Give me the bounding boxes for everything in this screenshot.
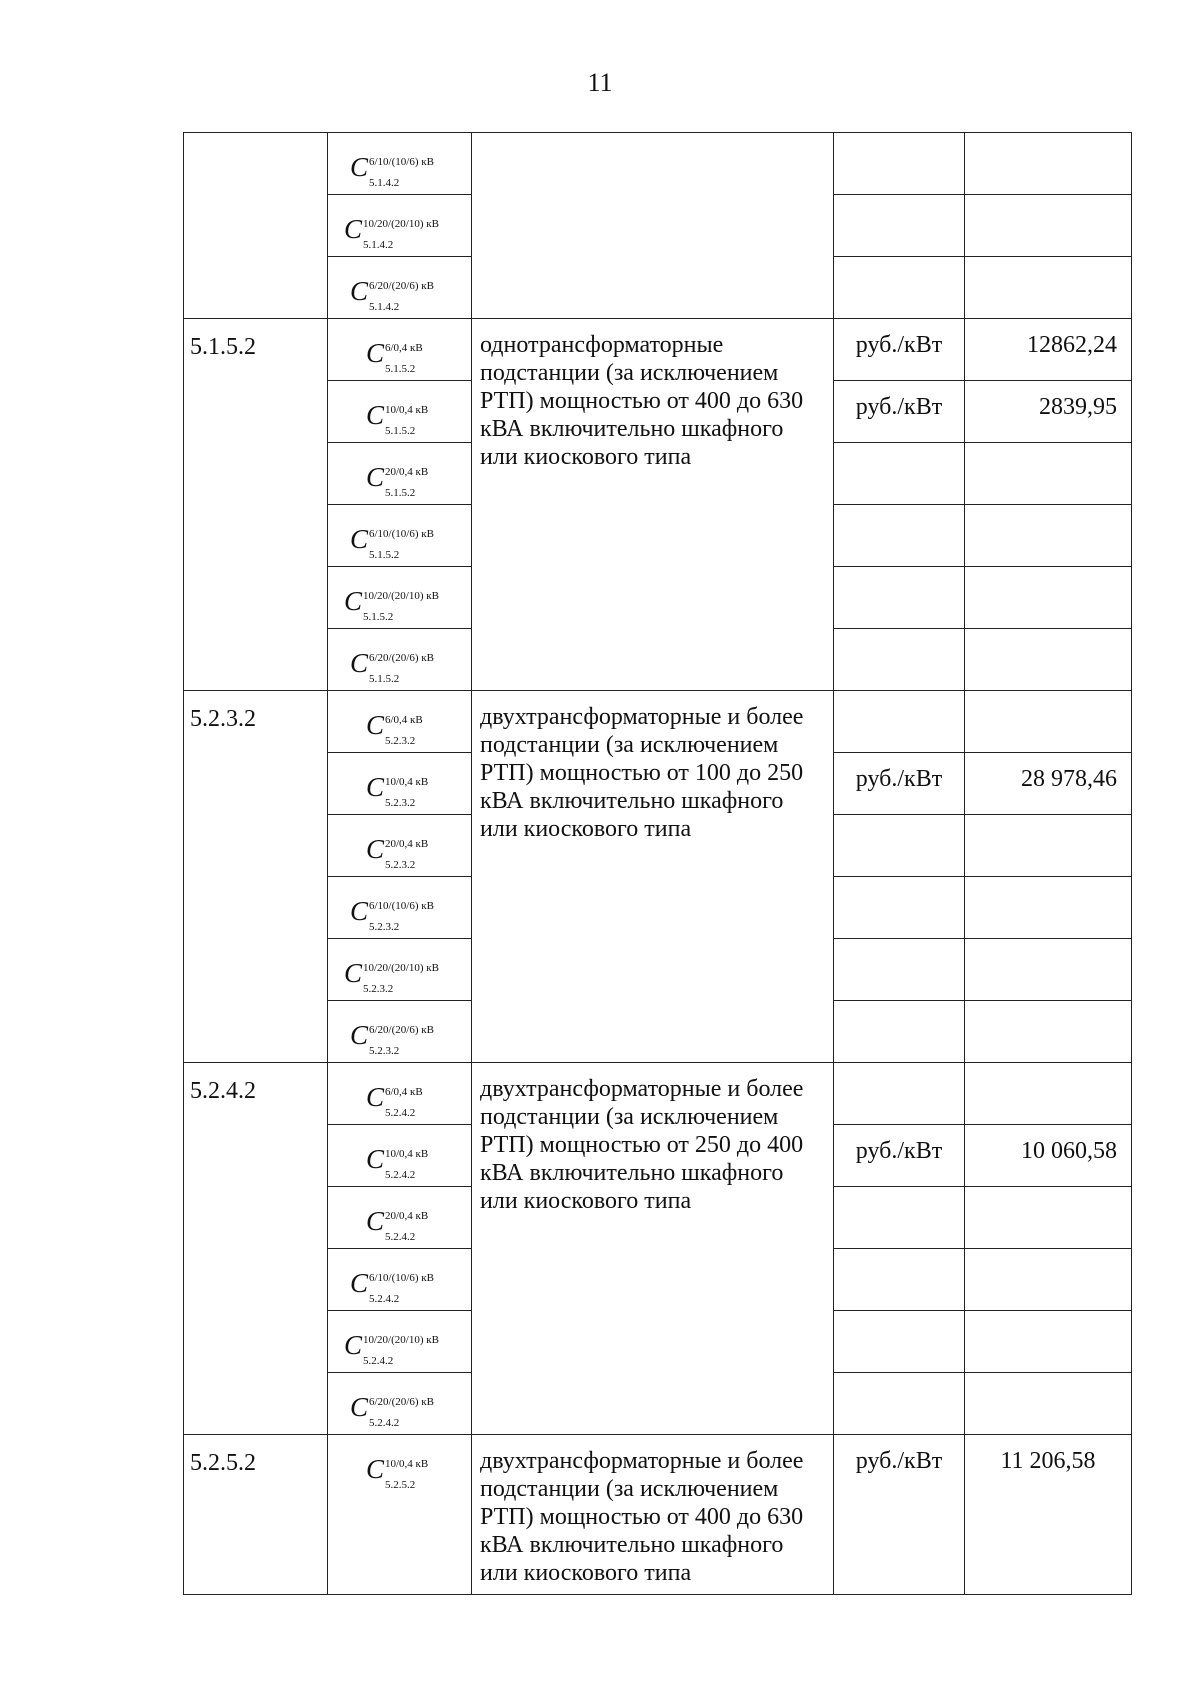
- symbol-voltage-superscript: 10/20/(20/10) кВ: [363, 590, 439, 602]
- table-row: [184, 133, 1132, 195]
- tariff-symbol-cell: [328, 133, 472, 195]
- symbol-letter: C: [366, 462, 385, 492]
- tariff-table: [183, 132, 1132, 1595]
- tariff-value: [965, 1373, 1131, 1385]
- tariff-symbol-cell: [328, 195, 472, 257]
- tariff-symbol-cell: [328, 1373, 472, 1435]
- tariff-symbol-cell: [328, 381, 472, 443]
- symbol-voltage-superscript: 6/10/(10/6) кВ: [369, 900, 434, 912]
- value-cell: [965, 1125, 1132, 1187]
- symbol-voltage-superscript: 10/20/(20/10) кВ: [363, 962, 439, 974]
- symbol-voltage-superscript: 6/0,4 кВ: [385, 1086, 423, 1098]
- value-cell: [965, 691, 1132, 753]
- tariff-value: [965, 877, 1131, 889]
- symbol-code-subscript: 5.2.3.2: [363, 983, 394, 995]
- unit-label: [834, 133, 964, 145]
- tariff-symbol-cell: [328, 815, 472, 877]
- tariff-value: 11 206,58: [1000, 1448, 1096, 1474]
- unit-cell: [834, 691, 965, 753]
- symbol-code-subscript: 5.1.5.2: [363, 611, 394, 623]
- symbol-voltage-superscript: 20/0,4 кВ: [385, 838, 429, 850]
- tariff-symbol-cell: [328, 1249, 472, 1311]
- unit-label: [834, 443, 964, 455]
- item-code-cell: [184, 133, 328, 319]
- tariff-symbol-cell: [328, 257, 472, 319]
- unit-cell: [834, 877, 965, 939]
- symbol-letter: C: [366, 834, 385, 864]
- tariff-symbol-cell: [328, 1001, 472, 1063]
- tariff-symbol: [350, 643, 468, 683]
- table-row: [184, 1063, 1132, 1125]
- symbol-voltage-superscript: 6/0,4 кВ: [385, 342, 423, 354]
- symbol-letter: C: [366, 1454, 385, 1484]
- table-row: [184, 691, 1132, 753]
- symbol-voltage-superscript: 10/0,4 кВ: [385, 1458, 429, 1470]
- unit-cell: [834, 443, 965, 505]
- symbol-letter: C: [350, 1020, 369, 1050]
- table-row: [184, 1435, 1132, 1595]
- description-cell: [472, 691, 834, 1063]
- value-cell: [965, 1435, 1132, 1595]
- symbol-code-subscript: 5.1.4.2: [369, 301, 400, 313]
- value-cell: [965, 1311, 1132, 1373]
- unit-cell: [834, 1249, 965, 1311]
- tariff-symbol: [350, 271, 468, 311]
- symbol-code-subscript: 5.2.3.2: [385, 859, 416, 871]
- tariff-value: [965, 567, 1131, 579]
- unit-cell: [834, 629, 965, 691]
- tariff-symbol: [350, 519, 468, 559]
- symbol-code-subscript: 5.2.5.2: [385, 1479, 416, 1491]
- value-cell: [965, 319, 1132, 381]
- unit-label: [834, 629, 964, 641]
- value-cell: [965, 629, 1132, 691]
- value-cell: [965, 1249, 1132, 1311]
- symbol-letter: C: [366, 400, 385, 430]
- unit-cell: [834, 505, 965, 567]
- symbol-letter: C: [366, 338, 385, 368]
- tariff-value: 10 060,58: [1021, 1138, 1117, 1164]
- symbol-code-subscript: 5.1.4.2: [369, 177, 400, 189]
- value-cell: [965, 505, 1132, 567]
- item-code: 5.1.5.2: [190, 334, 256, 360]
- tariff-symbol-cell: [328, 443, 472, 505]
- item-code: [184, 133, 327, 147]
- unit-label: руб./кВт: [855, 332, 943, 358]
- symbol-code-subscript: 5.1.4.2: [363, 239, 394, 251]
- item-description: двухтрансформаторные и более подстанции (за исключением РТП) мощностью от 400 до 630 кВА включительно шкафного или киоскового типа: [480, 1448, 804, 1586]
- item-code-cell: [184, 691, 328, 1063]
- symbol-voltage-superscript: 6/20/(20/6) кВ: [369, 1024, 434, 1036]
- value-cell: [965, 133, 1132, 195]
- tariff-value: [965, 1063, 1131, 1075]
- symbol-letter: C: [344, 958, 363, 988]
- symbol-code-subscript: 5.2.3.2: [385, 797, 416, 809]
- tariff-symbol-cell: [328, 567, 472, 629]
- unit-label: [834, 1373, 964, 1385]
- symbol-letter: C: [350, 896, 369, 926]
- symbol-code-subscript: 5.2.4.2: [385, 1107, 416, 1119]
- page-number: 11: [587, 68, 613, 97]
- tariff-symbol: [366, 333, 484, 373]
- unit-cell: [834, 753, 965, 815]
- symbol-letter: C: [366, 772, 385, 802]
- tariff-value: [965, 257, 1131, 269]
- tariff-value: [965, 1249, 1131, 1261]
- unit-label: [834, 1249, 964, 1261]
- description-cell: [472, 1435, 834, 1595]
- tariff-symbol: [366, 457, 484, 497]
- symbol-voltage-superscript: 6/10/(10/6) кВ: [369, 156, 434, 168]
- symbol-voltage-superscript: 20/0,4 кВ: [385, 466, 429, 478]
- symbol-letter: C: [350, 1392, 369, 1422]
- tariff-symbol: [366, 767, 484, 807]
- symbol-code-subscript: 5.2.4.2: [363, 1355, 394, 1367]
- symbol-letter: C: [350, 648, 369, 678]
- tariff-symbol: [344, 953, 462, 993]
- item-code-cell: [184, 319, 328, 691]
- unit-cell: [834, 1001, 965, 1063]
- unit-label: [834, 257, 964, 269]
- unit-cell: [834, 381, 965, 443]
- symbol-letter: C: [366, 1144, 385, 1174]
- unit-cell: [834, 1311, 965, 1373]
- unit-label: [834, 877, 964, 889]
- unit-cell: [834, 133, 965, 195]
- symbol-code-subscript: 5.2.4.2: [369, 1293, 400, 1305]
- symbol-code-subscript: 5.1.5.2: [369, 549, 400, 561]
- tariff-symbol: [350, 891, 468, 931]
- tariff-value: [965, 133, 1131, 145]
- tariff-symbol: [366, 1449, 484, 1489]
- tariff-symbol: [350, 1015, 468, 1055]
- unit-label: [834, 1063, 964, 1075]
- tariff-value: [965, 939, 1131, 951]
- tariff-value: [965, 1311, 1131, 1323]
- symbol-voltage-superscript: 6/20/(20/6) кВ: [369, 280, 434, 292]
- symbol-code-subscript: 5.2.3.2: [369, 921, 400, 933]
- symbol-letter: C: [350, 524, 369, 554]
- item-code: 5.2.3.2: [190, 706, 256, 732]
- item-code-cell: [184, 1063, 328, 1435]
- tariff-symbol-cell: [328, 319, 472, 381]
- tariff-value: [965, 691, 1131, 703]
- table-row: [184, 319, 1132, 381]
- unit-cell: [834, 257, 965, 319]
- symbol-voltage-superscript: 6/20/(20/6) кВ: [369, 652, 434, 664]
- tariff-value: 2839,95: [1039, 394, 1117, 420]
- value-cell: [965, 381, 1132, 443]
- tariff-symbol-cell: [328, 753, 472, 815]
- symbol-voltage-superscript: 10/20/(20/10) кВ: [363, 1334, 439, 1346]
- tariff-symbol-cell: [328, 939, 472, 1001]
- item-description: двухтрансформаторные и более подстанции (за исключением РТП) мощностью от 250 до 400 кВА включительно шкафного или киоскового типа: [480, 1076, 804, 1214]
- unit-label: [834, 939, 964, 951]
- value-cell: [965, 567, 1132, 629]
- unit-cell: [834, 1435, 965, 1595]
- symbol-voltage-superscript: 10/0,4 кВ: [385, 776, 429, 788]
- unit-label: [834, 505, 964, 517]
- symbol-voltage-superscript: 20/0,4 кВ: [385, 1210, 429, 1222]
- symbol-letter: C: [366, 710, 385, 740]
- description-cell: [472, 1063, 834, 1435]
- unit-label: руб./кВт: [855, 766, 943, 792]
- tariff-value: [965, 629, 1131, 641]
- tariff-symbol-cell: [328, 1435, 472, 1595]
- tariff-symbol-cell: [328, 505, 472, 567]
- tariff-value: [965, 815, 1131, 827]
- unit-cell: [834, 1125, 965, 1187]
- tariff-value: [965, 1187, 1131, 1199]
- item-code-cell: [184, 1435, 328, 1595]
- symbol-letter: C: [344, 1330, 363, 1360]
- tariff-value: 12862,24: [1027, 332, 1117, 358]
- symbol-code-subscript: 5.2.4.2: [385, 1169, 416, 1181]
- value-cell: [965, 257, 1132, 319]
- unit-label: руб./кВт: [855, 1138, 943, 1164]
- tariff-symbol: [350, 147, 468, 187]
- unit-cell: [834, 195, 965, 257]
- value-cell: [965, 753, 1132, 815]
- unit-label: руб./кВт: [855, 1448, 943, 1474]
- value-cell: [965, 1063, 1132, 1125]
- unit-label: [834, 567, 964, 579]
- value-cell: [965, 443, 1132, 505]
- tariff-symbol-cell: [328, 1125, 472, 1187]
- symbol-letter: C: [350, 1268, 369, 1298]
- symbol-voltage-superscript: 6/10/(10/6) кВ: [369, 1272, 434, 1284]
- item-description: двухтрансформаторные и более подстанции (за исключением РТП) мощностью от 100 до 250 кВА включительно шкафного или киоскового типа: [480, 704, 804, 842]
- symbol-letter: C: [366, 1082, 385, 1112]
- tariff-symbol: [350, 1263, 468, 1303]
- tariff-symbol: [366, 395, 484, 435]
- symbol-letter: C: [366, 1206, 385, 1236]
- value-cell: [965, 877, 1132, 939]
- symbol-code-subscript: 5.1.5.2: [385, 363, 416, 375]
- tariff-symbol: [350, 1387, 468, 1427]
- tariff-symbol: [366, 1139, 484, 1179]
- unit-label: [834, 691, 964, 703]
- tariff-symbol: [344, 1325, 462, 1365]
- symbol-letter: C: [344, 214, 363, 244]
- description-cell: [472, 319, 834, 691]
- tariff-symbol: [344, 581, 462, 621]
- symbol-code-subscript: 5.2.3.2: [369, 1045, 400, 1057]
- unit-label: [834, 195, 964, 207]
- tariff-value: [965, 1001, 1131, 1013]
- unit-label: [834, 815, 964, 827]
- tariff-value: [965, 443, 1131, 455]
- tariff-symbol-cell: [328, 1063, 472, 1125]
- value-cell: [965, 939, 1132, 1001]
- tariff-value: [965, 505, 1131, 517]
- symbol-code-subscript: 5.1.5.2: [385, 425, 416, 437]
- symbol-voltage-superscript: 10/0,4 кВ: [385, 1148, 429, 1160]
- symbol-letter: C: [344, 586, 363, 616]
- symbol-voltage-superscript: 10/0,4 кВ: [385, 404, 429, 416]
- tariff-symbol-cell: [328, 877, 472, 939]
- symbol-code-subscript: 5.2.4.2: [369, 1417, 400, 1429]
- symbol-voltage-superscript: 10/20/(20/10) кВ: [363, 218, 439, 230]
- item-code: 5.2.4.2: [190, 1078, 256, 1104]
- unit-label: [834, 1187, 964, 1199]
- symbol-code-subscript: 5.2.4.2: [385, 1231, 416, 1243]
- description-cell: [472, 133, 834, 319]
- symbol-voltage-superscript: 6/20/(20/6) кВ: [369, 1396, 434, 1408]
- symbol-letter: C: [350, 152, 369, 182]
- symbol-code-subscript: 5.2.3.2: [385, 735, 416, 747]
- item-description: [472, 133, 833, 145]
- unit-cell: [834, 567, 965, 629]
- symbol-voltage-superscript: 6/10/(10/6) кВ: [369, 528, 434, 540]
- tariff-symbol: [366, 705, 484, 745]
- tariff-symbol-cell: [328, 1311, 472, 1373]
- unit-label: руб./кВт: [855, 394, 943, 420]
- item-code: 5.2.5.2: [190, 1450, 256, 1476]
- tariff-symbol: [366, 1201, 484, 1241]
- value-cell: [965, 1001, 1132, 1063]
- unit-label: [834, 1001, 964, 1013]
- tariff-symbol-cell: [328, 629, 472, 691]
- unit-cell: [834, 1063, 965, 1125]
- tariff-symbol: [366, 1077, 484, 1117]
- tariff-symbol: [366, 829, 484, 869]
- unit-cell: [834, 1187, 965, 1249]
- symbol-code-subscript: 5.1.5.2: [385, 487, 416, 499]
- tariff-symbol-cell: [328, 1187, 472, 1249]
- unit-cell: [834, 319, 965, 381]
- item-description: однотрансформаторные подстанции (за исключением РТП) мощностью от 400 до 630 кВА включительно шкафного или киоскового типа: [480, 332, 804, 470]
- unit-cell: [834, 1373, 965, 1435]
- symbol-voltage-superscript: 6/0,4 кВ: [385, 714, 423, 726]
- unit-label: [834, 1311, 964, 1323]
- tariff-value: 28 978,46: [1021, 766, 1117, 792]
- tariff-table-body: [184, 133, 1132, 1595]
- unit-cell: [834, 939, 965, 1001]
- symbol-code-subscript: 5.1.5.2: [369, 673, 400, 685]
- value-cell: [965, 815, 1132, 877]
- value-cell: [965, 1373, 1132, 1435]
- tariff-symbol-cell: [328, 691, 472, 753]
- unit-cell: [834, 815, 965, 877]
- value-cell: [965, 195, 1132, 257]
- tariff-symbol: [344, 209, 462, 249]
- symbol-letter: C: [350, 276, 369, 306]
- tariff-value: [965, 195, 1131, 207]
- value-cell: [965, 1187, 1132, 1249]
